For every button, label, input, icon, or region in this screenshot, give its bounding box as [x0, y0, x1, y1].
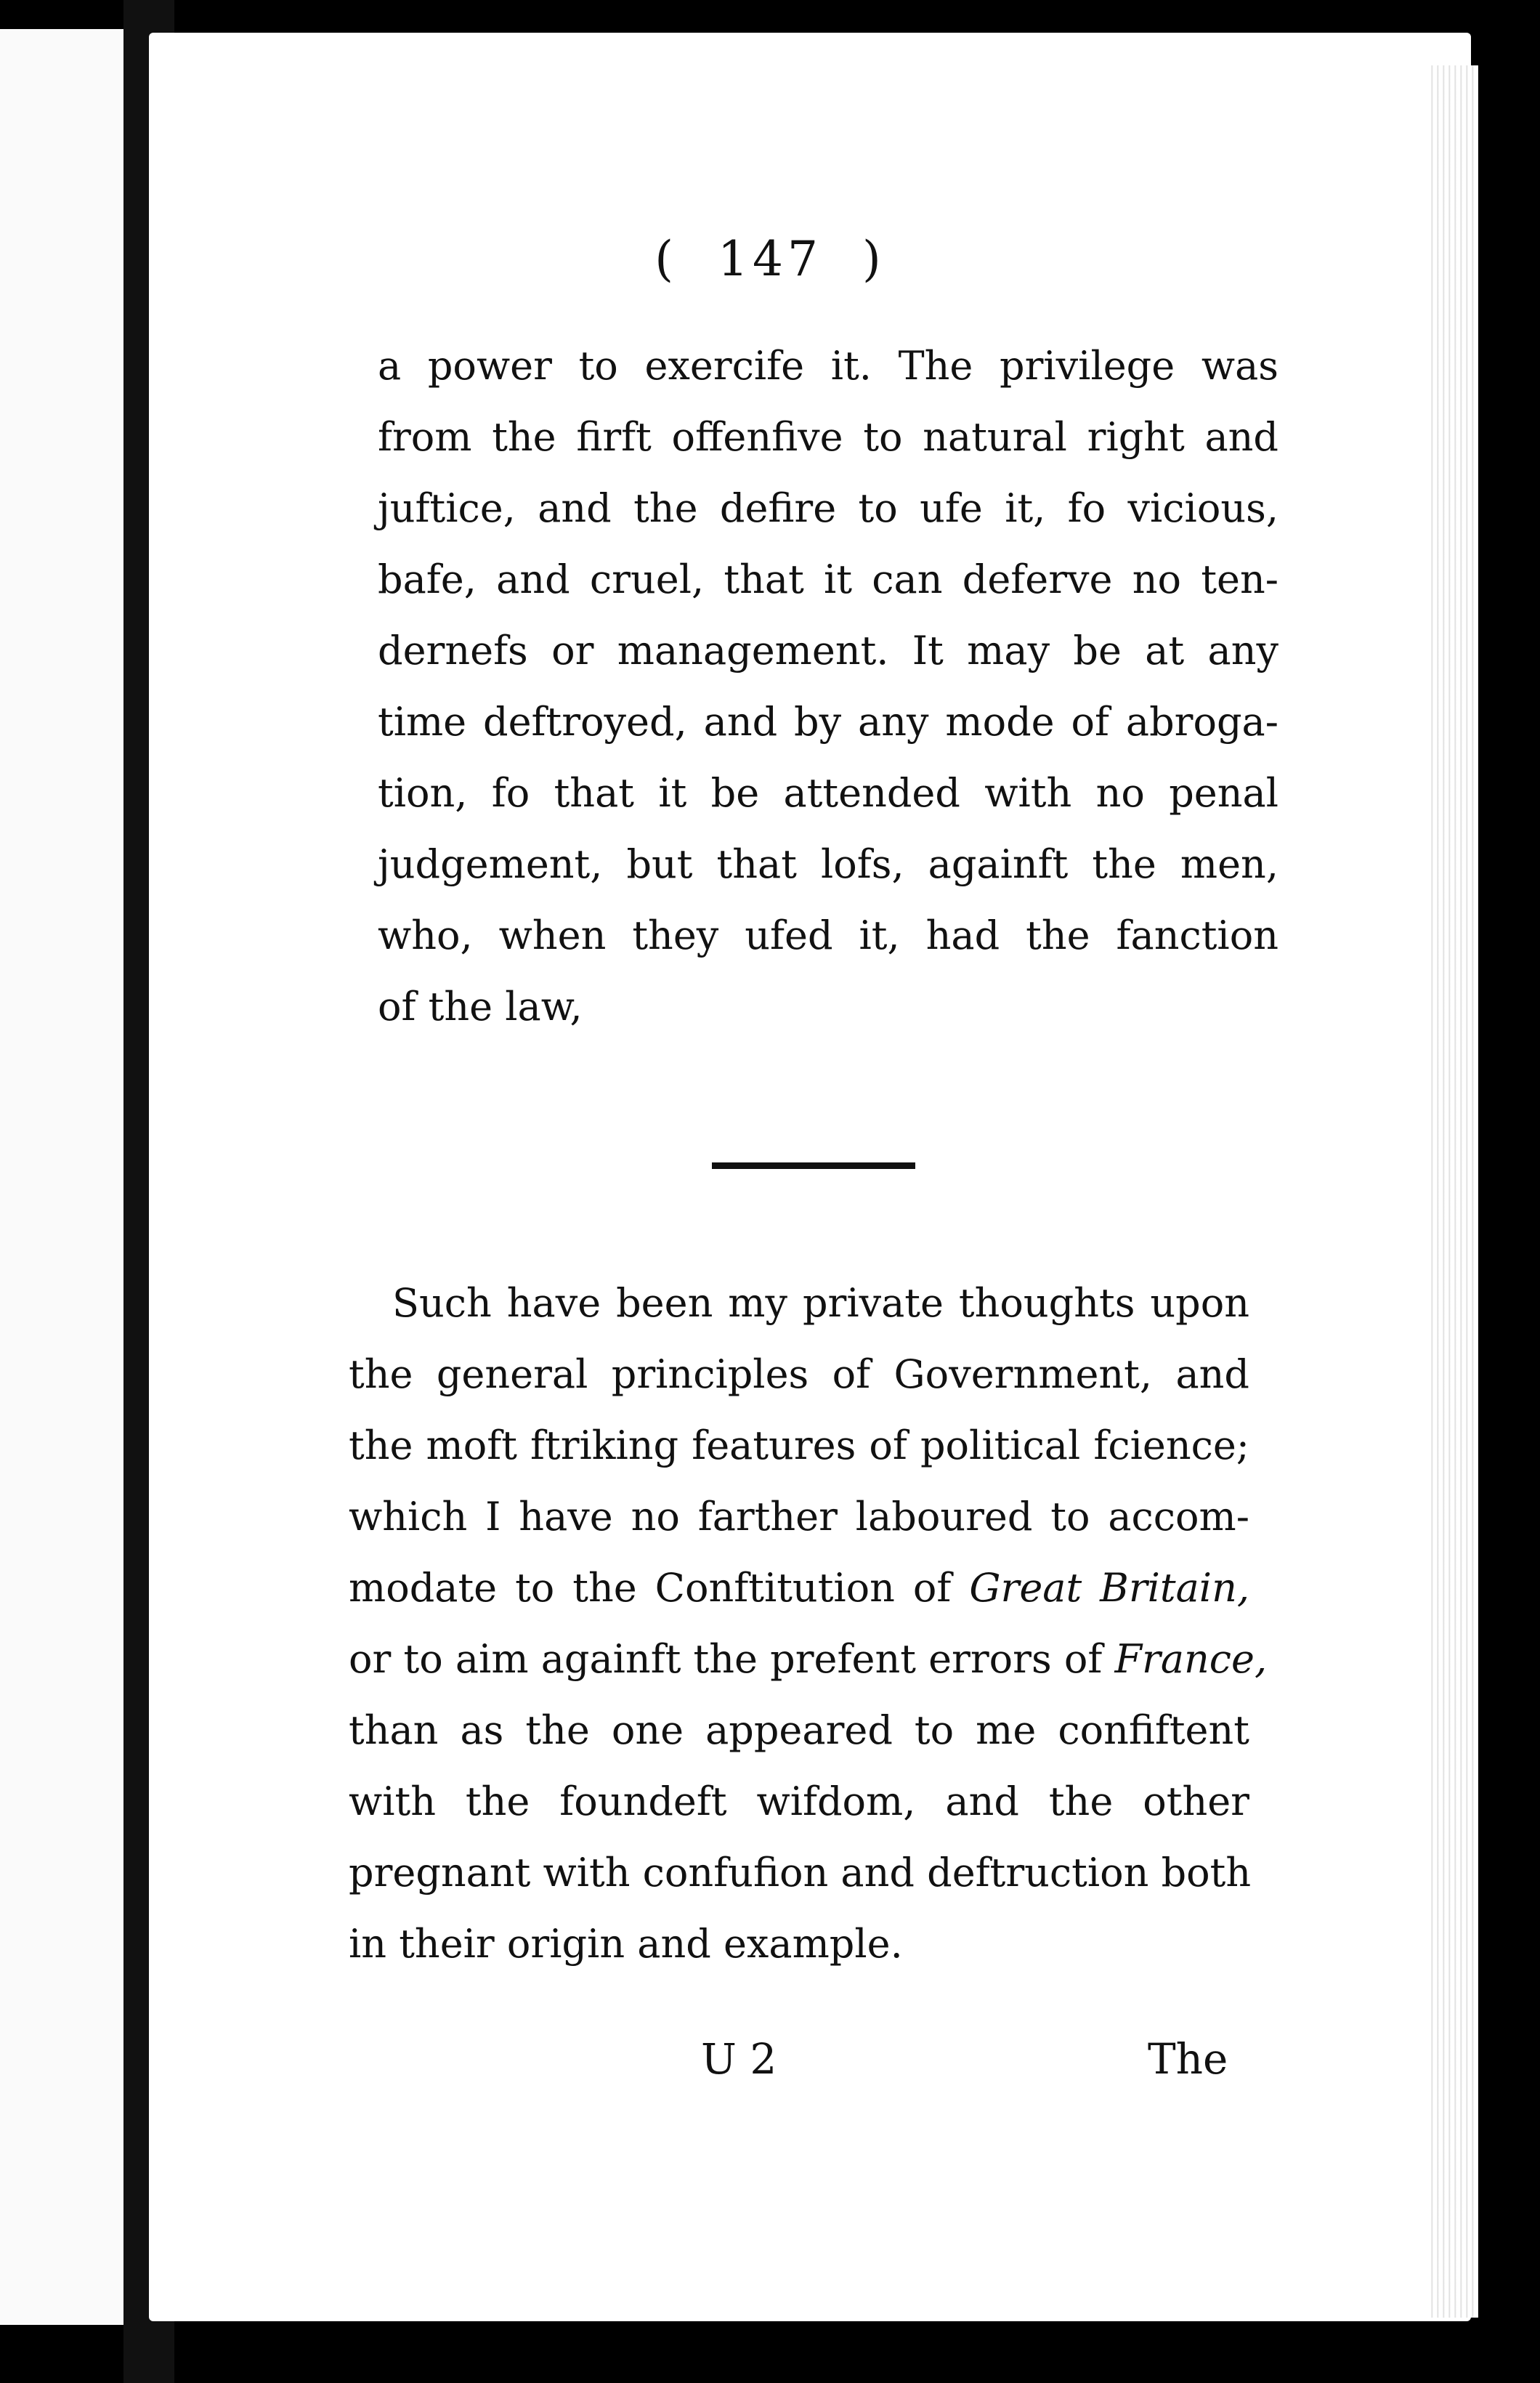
close-paren: ): [862, 231, 885, 287]
text-line: from the firft offenfive to natural right and: [378, 414, 1278, 460]
page-number-header: [0, 231, 1540, 287]
italic-place-name: France,: [1114, 1636, 1268, 1682]
text-line: judgement, but that lofs, againft the men,: [378, 841, 1278, 887]
text-line: bafe, and cruel, that it can deferve no ten-: [378, 557, 1278, 602]
section-divider-rule: [712, 1162, 915, 1169]
text-line: which I have no farther laboured to accom-: [349, 1494, 1249, 1540]
text-segment: modate to the Conftitution of: [349, 1565, 970, 1611]
page-edges: [1427, 65, 1478, 2318]
page-number: 147: [718, 231, 822, 287]
text-line: pregnant with confufion and deftruction both: [349, 1850, 1252, 1896]
paragraph-conclusion: [349, 1268, 1268, 1980]
text-line: who, when they ufed it, had the fanction: [378, 913, 1278, 958]
catchword: The: [1148, 2034, 1228, 2084]
text-line: the general principles of Government, and: [349, 1351, 1249, 1397]
text-line: with the foundeft wifdom, and the other: [349, 1779, 1249, 1824]
signature-mark: U 2: [701, 2034, 777, 2084]
text-line: a power to exercife it. The privilege was: [378, 343, 1278, 389]
text-segment: or to aim againft the prefent errors of: [349, 1636, 1115, 1682]
left-facing-page: [0, 29, 123, 2325]
italic-place-name: Great Britain,: [969, 1565, 1250, 1611]
open-paren: (: [654, 231, 678, 287]
text-line: tion, fo that it be attended with no penal: [378, 770, 1278, 816]
text-line: the moft ftriking features of political fcience;: [349, 1423, 1249, 1468]
text-line: juftice, and the defire to ufe it, fo vicious,: [378, 485, 1278, 531]
text-line: Such have been my private thoughts upon: [392, 1280, 1249, 1326]
text-line: than as the one appeared to me confiftent: [349, 1707, 1249, 1753]
text-line: dernefs or management. It may be at any: [378, 628, 1278, 673]
text-line: in their origin and example.: [349, 1921, 903, 1967]
paragraph-continued: [378, 331, 1278, 1043]
text-line: time deftroyed, and by any mode of abroga-: [378, 699, 1278, 745]
text-line: of the law,: [378, 984, 583, 1029]
text-line: [349, 1624, 1268, 1695]
text-line: [349, 1553, 1249, 1624]
